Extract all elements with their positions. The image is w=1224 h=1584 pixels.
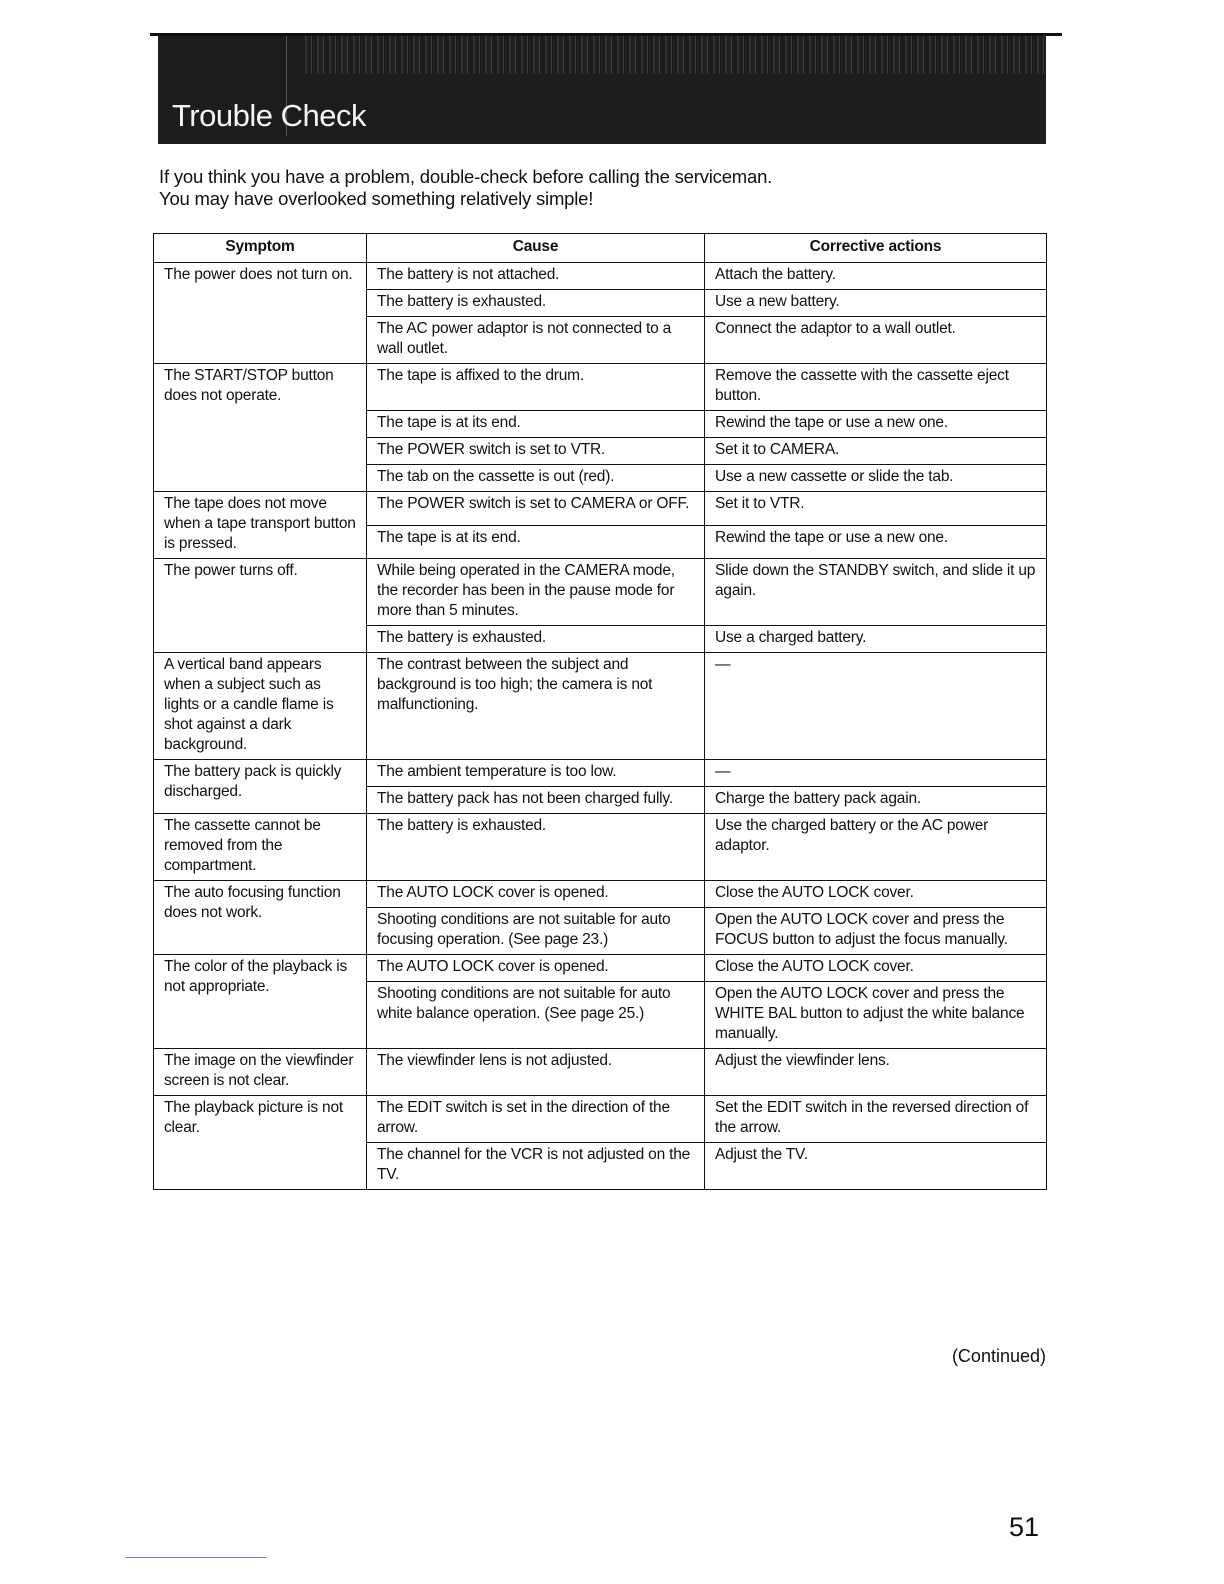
cause-cell: The tape is at its end.	[367, 525, 705, 559]
symptom-cell: A vertical band appears when a subject such as lights or a candle flame is shot against a dark background.	[154, 653, 367, 760]
cause-cell: The AUTO LOCK cover is opened.	[367, 955, 705, 982]
action-cell: Open the AUTO LOCK cover and press the FOCUS button to adjust the focus manually.	[705, 908, 1047, 955]
action-cell: Slide down the STANDBY switch, and slide it up again.	[705, 559, 1047, 626]
symptom-cell: The image on the viewfinder screen is not clear.	[154, 1049, 367, 1096]
symptom-cell: The playback picture is not clear.	[154, 1096, 367, 1190]
table-row	[154, 955, 1047, 982]
cause-cell: The ambient temperature is too low.	[367, 760, 705, 787]
cause-cell: The channel for the VCR is not adjusted on the TV.	[367, 1143, 705, 1190]
action-cell: Close the AUTO LOCK cover.	[705, 955, 1047, 982]
action-cell: Charge the battery pack again.	[705, 787, 1047, 814]
cause-cell: The battery is not attached.	[367, 263, 705, 290]
symptom-cell: The power turns off.	[154, 559, 367, 653]
intro-line-1: If you think you have a problem, double-check before calling the serviceman.	[159, 166, 773, 187]
table-row	[154, 814, 1047, 881]
cause-cell: The POWER switch is set to CAMERA or OFF.	[367, 492, 705, 526]
action-cell: Use the charged battery or the AC power adaptor.	[705, 814, 1047, 881]
symptom-cell: The tape does not move when a tape transport button is pressed.	[154, 492, 367, 559]
action-cell: Set it to VTR.	[705, 492, 1047, 526]
action-cell: Remove the cassette with the cassette eject button.	[705, 364, 1047, 411]
symptom-cell: The cassette cannot be removed from the compartment.	[154, 814, 367, 881]
continued-note: (Continued)	[951, 1346, 1046, 1366]
cause-cell: The battery is exhausted.	[367, 290, 705, 317]
cause-cell: The viewfinder lens is not adjusted.	[367, 1049, 705, 1096]
table-row	[154, 263, 1047, 290]
table-row	[154, 653, 1047, 760]
header-symptom: Symptom	[154, 234, 367, 263]
table-row	[154, 492, 1047, 526]
table-header-row	[154, 234, 1047, 263]
intro-line-2: You may have overlooked something relatively simple!	[159, 188, 594, 209]
cause-cell: The battery pack has not been charged fully.	[367, 787, 705, 814]
cause-cell: The tape is at its end.	[367, 411, 705, 438]
action-cell: Attach the battery.	[705, 263, 1047, 290]
symptom-cell: The color of the playback is not appropriate.	[154, 955, 367, 1049]
table-row	[154, 364, 1047, 411]
table-row	[154, 881, 1047, 908]
cause-cell: The EDIT switch is set in the direction of the arrow.	[367, 1096, 705, 1143]
action-cell: —	[705, 760, 1047, 787]
cause-cell: The AUTO LOCK cover is opened.	[367, 881, 705, 908]
action-cell: Rewind the tape or use a new one.	[705, 411, 1047, 438]
action-cell: Set the EDIT switch in the reversed direction of the arrow.	[705, 1096, 1047, 1143]
symptom-cell: The auto focusing function does not work.	[154, 881, 367, 955]
cause-cell: The tape is affixed to the drum.	[367, 364, 705, 411]
symptom-cell: The START/STOP button does not operate.	[154, 364, 367, 492]
table-row	[154, 559, 1047, 626]
cause-cell: Shooting conditions are not suitable for auto focusing operation. (See page 23.)	[367, 908, 705, 955]
cause-cell: While being operated in the CAMERA mode, the recorder has been in the pause mode for more than 5 minutes.	[367, 559, 705, 626]
action-cell: Set it to CAMERA.	[705, 438, 1047, 465]
page-title: Trouble Check	[172, 98, 366, 133]
cause-cell: Shooting conditions are not suitable for auto white balance operation. (See page 25.)	[367, 982, 705, 1049]
action-cell: —	[705, 653, 1047, 760]
page-number: 51	[1009, 1512, 1040, 1542]
symptom-cell: The battery pack is quickly discharged.	[154, 760, 367, 814]
header-cause: Cause	[367, 234, 705, 263]
action-cell: Use a new cassette or slide the tab.	[705, 465, 1047, 492]
header-texture	[300, 36, 1044, 74]
cause-cell: The contrast between the subject and background is too high; the camera is not malfunctioning.	[367, 653, 705, 760]
action-cell: Adjust the viewfinder lens.	[705, 1049, 1047, 1096]
action-cell: Open the AUTO LOCK cover and press the WHITE BAL button to adjust the white balance manually.	[705, 982, 1047, 1049]
action-cell: Close the AUTO LOCK cover.	[705, 881, 1047, 908]
cause-cell: The POWER switch is set to VTR.	[367, 438, 705, 465]
cause-cell: The AC power adaptor is not connected to a wall outlet.	[367, 317, 705, 364]
table-row	[154, 1049, 1047, 1096]
cause-cell: The battery is exhausted.	[367, 626, 705, 653]
action-cell: Use a new battery.	[705, 290, 1047, 317]
footer-rule	[125, 1557, 267, 1558]
trouble-table	[153, 233, 1047, 1190]
header-corrective-actions: Corrective actions	[705, 234, 1047, 263]
action-cell: Connect the adaptor to a wall outlet.	[705, 317, 1047, 364]
table-row	[154, 760, 1047, 787]
intro-text	[159, 166, 772, 210]
symptom-cell: The power does not turn on.	[154, 263, 367, 364]
action-cell: Adjust the TV.	[705, 1143, 1047, 1190]
table-row	[154, 1096, 1047, 1143]
cause-cell: The tab on the cassette is out (red).	[367, 465, 705, 492]
action-cell: Use a charged battery.	[705, 626, 1047, 653]
cause-cell: The battery is exhausted.	[367, 814, 705, 881]
action-cell: Rewind the tape or use a new one.	[705, 525, 1047, 559]
